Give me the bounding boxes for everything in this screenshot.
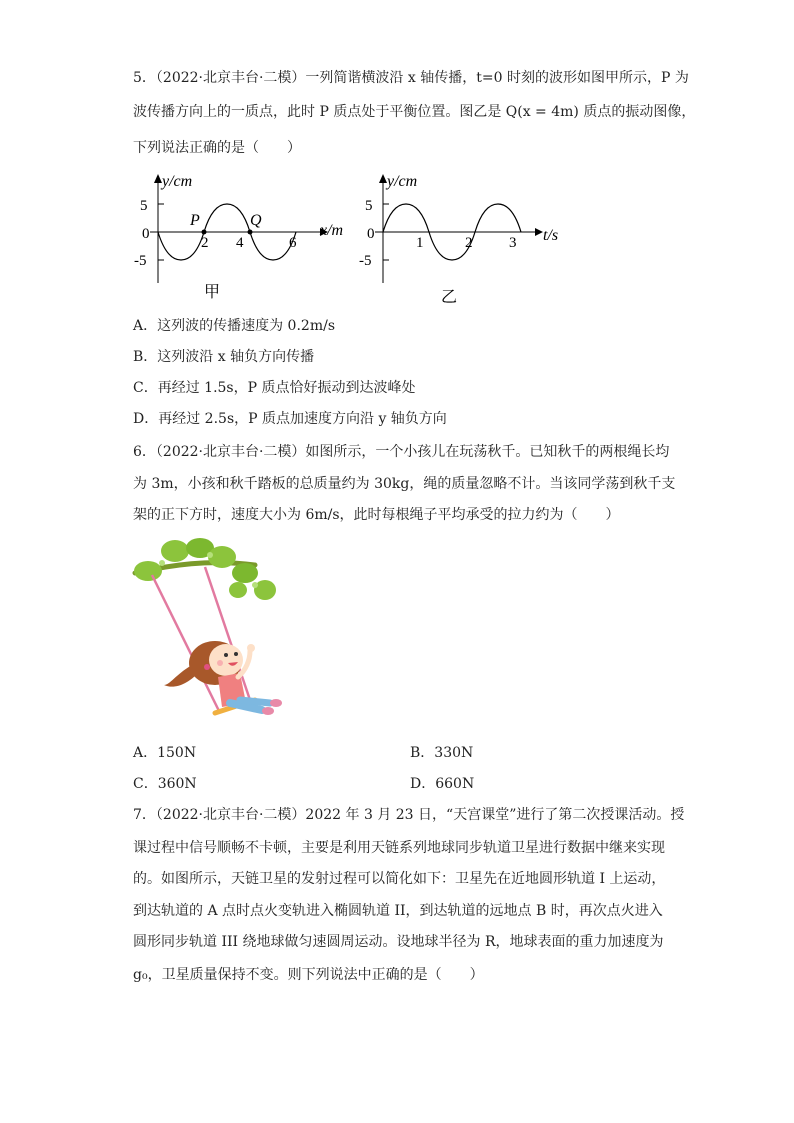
q7-line-5: 圆形同步轨道 III 绕地球做匀速圆周运动。设地球半径为 R，地球表面的重力加速度为 [133, 934, 664, 950]
graph-b-ylabel: y/cm [387, 173, 418, 190]
q5-line-3: 下列说法正确的是（ ） [133, 140, 301, 156]
graph-b-xtick-1: 1 [416, 235, 424, 251]
q7-line-6: g₀，卫星质量保持不变。则下列说法中正确的是（ ） [133, 967, 484, 983]
q6-option-a[interactable]: A．150N [133, 745, 197, 761]
point-q [248, 230, 253, 235]
q6-option-c[interactable]: C．360N [133, 776, 197, 792]
wave-graph-jia [130, 165, 360, 305]
graph-a-xtick-2: 2 [201, 235, 209, 251]
q7-line-2: 课过程中信号顺畅不卡顿，主要是利用天链系列地球同步轨道卫星进行数据中继来实现 [133, 840, 665, 856]
graph-b-ytick-0: 0 [367, 226, 375, 242]
q6-option-b[interactable]: B．330N [410, 745, 474, 761]
graph-a-xlabel: x/m [320, 222, 344, 239]
q5-option-a[interactable]: A．这列波的传播速度为 0.2m/s [133, 318, 336, 334]
graph-b-xlabel: t/s [543, 227, 559, 244]
graph-a-ytick-5: 5 [140, 198, 148, 214]
graph-a-label-q: Q [250, 212, 262, 229]
point-p [202, 230, 207, 235]
q5-option-b[interactable]: B．这列波沿 x 轴负方向传播 [133, 349, 315, 365]
graph-a-ytick-0: 0 [142, 226, 150, 242]
graph-b-ytick-5: 5 [365, 198, 373, 214]
graph-b-xtick-2: 2 [465, 235, 473, 251]
q5-option-d[interactable]: D．再经过 2.5s，P 质点加速度方向沿 y 轴负方向 [133, 411, 447, 427]
q6-line-1: 6．（2022·北京丰台·二模）如图所示，一个小孩儿在玩荡秋千。已知秋千的两根绳长均 [133, 444, 670, 460]
graph-a-xtick-4: 4 [236, 235, 244, 251]
q7-line-1: 7．（2022·北京丰台·二模）2022 年 3 月 23 日，“天宫课堂”进行了第二次授课活动。授 [133, 807, 685, 823]
graph-b-caption: 乙 [441, 289, 458, 305]
q6-line-3: 架的正下方时，速度大小为 6m/s，此时每根绳子平均承受的拉力约为（ ） [133, 507, 620, 523]
q7-line-4: 到达轨道的 A 点时点火变轨进入椭圆轨道 II，到达轨道的远地点 B 时，再次点火进入 [133, 903, 663, 919]
graph-b-xtick-3: 3 [509, 235, 517, 251]
q7-line-3: 的。如图所示，天链卫星的发射过程可以简化如下：卫星先在近地圆形轨道 I 上运动， [133, 871, 666, 887]
graph-a-ylabel: y/cm [162, 173, 193, 190]
q5-line-1: 5．（2022·北京丰台·二模）一列简谐横波沿 x 轴传播，t=0 时刻的波形如图甲所示，P 为 [133, 70, 689, 86]
graph-a-caption: 甲 [204, 284, 221, 301]
q5-option-c[interactable]: C．再经过 1.5s，P 质点恰好振动到达波峰处 [133, 380, 416, 396]
q6-line-2: 为 3m，小孩和秋千踏板的总质量约为 30kg，绳的质量忽略不计。当该同学荡到秋千支 [133, 476, 676, 492]
swing-illustration [130, 535, 290, 730]
graph-a-label-p: P [190, 212, 200, 229]
q5-line-2: 波传播方向上的一质点，此时 P 质点处于平衡位置。图乙是 Q(x = 4m) 质点的振动图像， [133, 104, 696, 120]
graph-b-ytick-neg5: -5 [359, 253, 372, 269]
vibration-graph-yi [355, 165, 585, 305]
graph-a-ytick-neg5: -5 [134, 253, 147, 269]
q6-option-d[interactable]: D．660N [410, 776, 475, 792]
graph-a-xtick-6: 6 [289, 235, 297, 251]
